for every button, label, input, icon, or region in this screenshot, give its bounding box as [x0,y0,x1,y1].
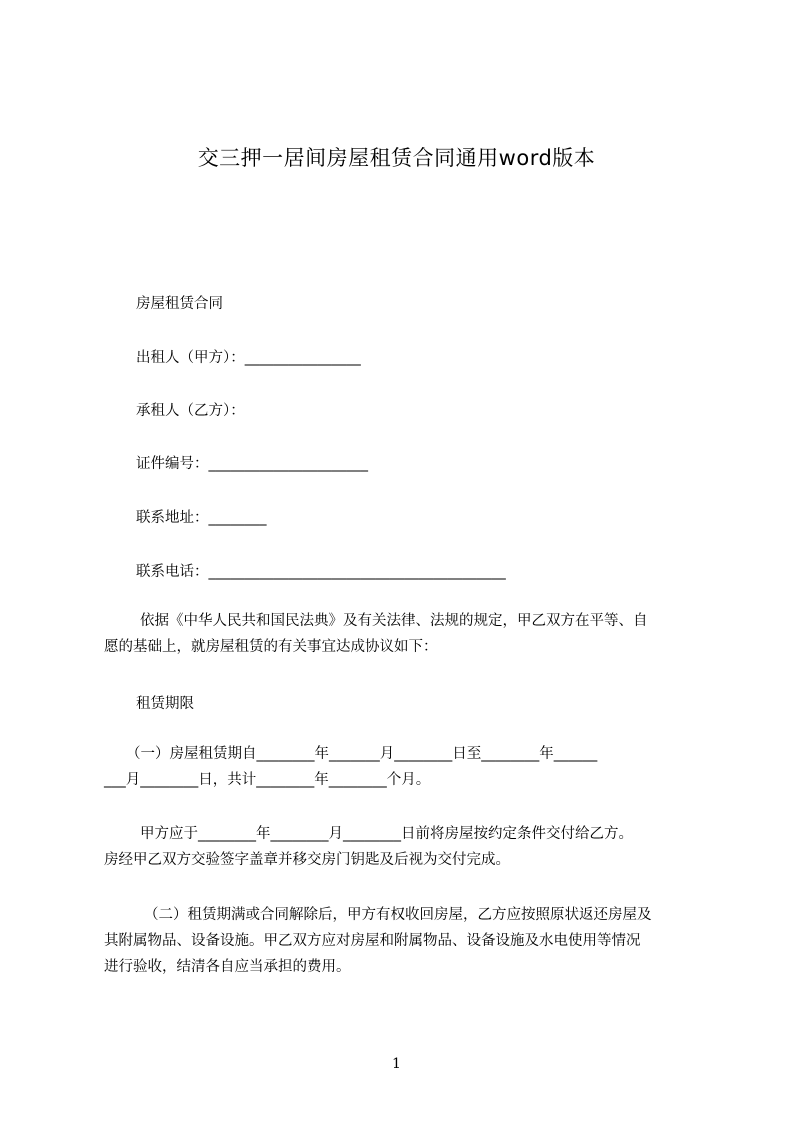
address-field [136,506,267,527]
clause-2-line-1: （二）租赁期满或合同解除后，甲方有权收回房屋，乙方应按照原状返还房屋及 [144,907,652,923]
page-number: 1 [392,1056,401,1072]
clause-2-line-2: 其附属物品、设备设施。甲乙双方应对房屋和附属物品、设备设施及水电使用等情况 [104,933,641,949]
phone-field [136,560,506,581]
delivery-line-1: 甲方应于________年________月________日前将房屋按约定条件交付给乙方。 [140,826,633,842]
clause-1-line-2: ___月________日，共计________年________个月。 [104,772,431,788]
id-number-blank: ______________________ [208,456,368,472]
intro-line-2: 愿的基础上，就房屋租赁的有关事宜达成协议如下： [104,639,438,655]
lessee-field [136,399,245,420]
intro-paragraph [104,608,700,660]
id-number-field [136,452,368,473]
phone-label: 联系电话： [136,564,209,580]
phone-blank: _________________________________________ [208,564,506,580]
delivery-line-2: 房经甲乙双方交验签字盖章并移交房门钥匙及后视为交付完成。 [104,852,510,868]
intro-line-1: 依据《中华人民共和国民法典》及有关法律、法规的规定，甲乙双方在平等、自 [140,613,648,629]
clause-2-paragraph [104,902,700,980]
clause-1-line-1: （一）房屋租赁期自________年_______月________日至________年______ [126,746,598,762]
section-term-heading: 租赁期限 [136,696,194,712]
id-number-label: 证件编号： [136,456,209,472]
lessor-label: 出租人（甲方）： [136,350,245,366]
lessor-field [136,346,361,367]
contract-heading [104,292,223,313]
clause-1-paragraph [104,741,700,793]
lessor-blank: ________________ [244,350,361,366]
lessee-label: 承租人（乙方）： [136,403,245,419]
address-label: 联系地址： [136,510,209,526]
contract-heading-text: 房屋租赁合同 [136,296,223,312]
address-blank: ________ [208,510,267,526]
delivery-paragraph [104,821,700,873]
document-title: 交三押一居间房屋租赁合同通用word版本 [197,146,596,170]
clause-2-line-3: 进行验收，结清各自应当承担的费用。 [104,959,351,975]
